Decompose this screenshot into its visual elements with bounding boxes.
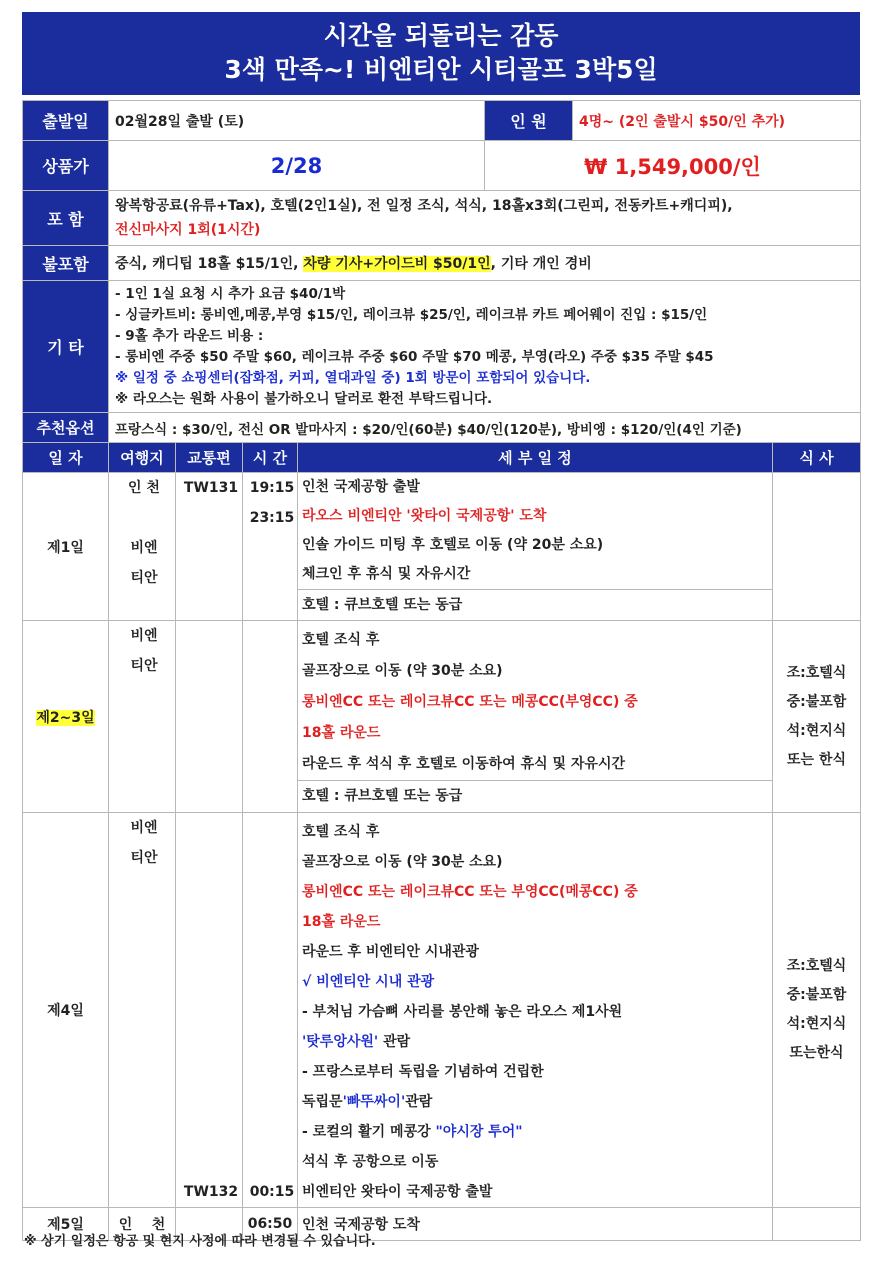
departure-label: 출발일 bbox=[23, 101, 109, 141]
header-time: 시 간 bbox=[243, 443, 298, 473]
detail-text: 관람 bbox=[405, 1094, 433, 1110]
exclude-highlight: 차량 기사+가이드비 $50/1인 bbox=[303, 256, 491, 272]
footnote: ※ 상기 일정은 항공 및 현지 사정에 따라 변경될 수 있습니다. bbox=[24, 1234, 376, 1249]
meals bbox=[773, 473, 861, 621]
detail-line: 인천 국제공항 출발 bbox=[302, 479, 420, 495]
time: 19:15 bbox=[249, 480, 295, 496]
include-massage: 전신마사지 1회(1시간) bbox=[115, 222, 261, 238]
place: 티안 bbox=[130, 658, 158, 674]
detail-line: 18홀 라운드 bbox=[302, 914, 381, 930]
price-value: ₩ 1,549,000/인 bbox=[485, 141, 861, 191]
meal: 중:불포함 bbox=[786, 987, 847, 1003]
detail-text: - 로컬의 활기 메콩강 bbox=[302, 1124, 436, 1140]
detail-line: 석식 후 공항으로 이동 bbox=[302, 1154, 439, 1170]
option-text: 프랑스식 : $30/인, 전신 OR 발마사지 : $20/인(60분) $40/인(120분), 방비엥 : $120/인(4인 기준) bbox=[109, 413, 861, 443]
detail-line: 골프장으로 이동 (약 30분 소요) bbox=[302, 854, 503, 870]
place: 비엔 bbox=[130, 820, 158, 836]
detail-line: 골프장으로 이동 (약 30분 소요) bbox=[302, 663, 503, 679]
night-market: "야시장 투어" bbox=[435, 1124, 523, 1140]
header-day: 일 자 bbox=[23, 443, 109, 473]
pax-label: 인 원 bbox=[485, 101, 573, 141]
include-label: 포 함 bbox=[23, 191, 109, 246]
meal: 조:호텔식 bbox=[786, 958, 847, 974]
place: 티안 bbox=[130, 850, 158, 866]
flight: TW131 bbox=[183, 480, 239, 496]
etc-label: 기 타 bbox=[23, 281, 109, 413]
detail-text: 독립문 bbox=[302, 1094, 343, 1110]
title-banner bbox=[22, 12, 860, 95]
day-row bbox=[23, 813, 861, 1208]
detail-line: - 프랑스로부터 독립을 기념하여 건립한 bbox=[302, 1064, 544, 1080]
info-table bbox=[22, 100, 861, 443]
etc-line: - 1인 1실 요청 시 추가 요금 $40/1박 bbox=[115, 285, 346, 302]
detail-line: 호텔 조식 후 bbox=[302, 824, 380, 840]
etc-line: - 싱글카트비: 롱비엔,메콩,부영 $15/인, 레이크뷰 $25/인, 레이크뷰 카트 페어웨이 진입 : $15/인 bbox=[115, 306, 708, 323]
place: 인 천 bbox=[128, 480, 160, 496]
etc-line: - 9홀 추가 라운드 비용 : bbox=[115, 327, 264, 344]
exclude-text: 중식, 캐디팁 18홀 $15/1인, bbox=[115, 256, 304, 272]
detail-line: 라오스 비엔티안 '왓타이 국제공항' 도착 bbox=[302, 508, 547, 524]
time: 00:15 bbox=[249, 1184, 295, 1200]
pax-value: 4명~ (2인 출발시 $50/인 추가) bbox=[573, 101, 861, 141]
detail-text: 관람 bbox=[378, 1034, 411, 1050]
detail-line: 라운드 후 비엔티안 시내관광 bbox=[302, 944, 479, 960]
detail-line: 호텔 조식 후 bbox=[302, 632, 380, 648]
etc-line: - 롱비엔 주중 $50 주말 $60, 레이크뷰 주중 $60 주말 $70 메콩, 부영(라오) 주중 $35 주말 $45 bbox=[115, 348, 714, 365]
detail-line: 인솔 가이드 미팅 후 호텔로 이동 (약 20분 소요) bbox=[302, 537, 604, 553]
detail-line: 비엔티안 왓타이 국제공항 출발 bbox=[302, 1184, 493, 1200]
meal: 석:현지식 bbox=[786, 1016, 847, 1032]
meal: 석:현지식 bbox=[786, 722, 847, 739]
detail-line: 18홀 라운드 bbox=[302, 725, 381, 741]
header-transport: 교통편 bbox=[176, 443, 243, 473]
departure-value: 02월28일 출발 (토) bbox=[109, 101, 485, 141]
detail-line: 체크인 후 휴식 및 자유시간 bbox=[302, 566, 471, 582]
time: 23:15 bbox=[249, 510, 295, 526]
header-details: 세 부 일 정 bbox=[298, 443, 773, 473]
meal: 또는 한식 bbox=[787, 751, 846, 768]
hotel-line: 호텔 : 큐브호텔 또는 동급 bbox=[298, 589, 772, 619]
detail-line: 라운드 후 석식 후 호텔로 이동하여 휴식 및 자유시간 bbox=[302, 756, 625, 772]
price-date: 2/28 bbox=[109, 141, 485, 191]
detail-line: 인천 국제공항 도착 bbox=[298, 1208, 773, 1241]
detail-line: 롱비엔CC 또는 레이크뷰CC 또는 부영CC(메콩CC) 중 bbox=[302, 884, 638, 900]
meal: 또는한식 bbox=[789, 1045, 844, 1061]
title-line-1: 시간을 되돌리는 감동 bbox=[323, 21, 559, 50]
include-text: 왕복항공료(유류+Tax), 호텔(2인1실), 전 일정 조식, 석식, 18홀x3회(그린피, 전동카트+캐디피), bbox=[115, 198, 733, 214]
title-line-2: 3색 만족~! 비엔티안 시티골프 3박5일 bbox=[224, 55, 658, 84]
temple-name: '탓루앙사원' bbox=[302, 1034, 379, 1050]
place: 비엔 bbox=[130, 540, 158, 556]
day-label: 제5일 bbox=[23, 1208, 109, 1241]
day-label: 제4일 bbox=[23, 813, 109, 1208]
day-label: 제2~3일 bbox=[36, 709, 95, 726]
exclude-text-end: , 기타 개인 경비 bbox=[490, 256, 592, 272]
day-label: 제1일 bbox=[23, 473, 109, 621]
gate-name: '빠뚜싸이' bbox=[342, 1094, 406, 1110]
header-meals: 식 사 bbox=[773, 443, 861, 473]
currency-notice: ※ 라오스는 원화 사용이 불가하오니 달러로 환전 부탁드립니다. bbox=[115, 390, 493, 407]
place: 인 천 bbox=[109, 1208, 176, 1241]
option-label: 추천옵션 bbox=[23, 413, 109, 443]
flight: TW132 bbox=[183, 1184, 239, 1200]
meal: 중:불포함 bbox=[786, 693, 847, 710]
schedule-table bbox=[22, 442, 861, 1241]
meal: 조:호텔식 bbox=[786, 664, 847, 681]
exclude-label: 불포함 bbox=[23, 246, 109, 281]
day-row bbox=[23, 621, 861, 813]
detail-line: √ 비엔티안 시내 관광 bbox=[302, 974, 435, 990]
detail-line: 롱비엔CC 또는 레이크뷰CC 또는 메콩CC(부영CC) 중 bbox=[302, 694, 638, 710]
header-place: 여행지 bbox=[109, 443, 176, 473]
day-row bbox=[23, 473, 861, 621]
hotel-line: 호텔 : 큐브호텔 또는 동급 bbox=[298, 780, 772, 810]
price-label: 상품가 bbox=[23, 141, 109, 191]
place: 티안 bbox=[130, 570, 158, 586]
time: 06:50 bbox=[243, 1208, 298, 1241]
detail-line: - 부처님 가슴뼈 사리를 봉안해 놓은 라오스 제1사원 bbox=[302, 1004, 623, 1020]
place: 비엔 bbox=[130, 628, 158, 644]
shopping-notice: ※ 일정 중 쇼핑센터(잡화점, 커피, 열대과일 중) 1회 방문이 포함되어 있습니다. bbox=[115, 369, 591, 386]
